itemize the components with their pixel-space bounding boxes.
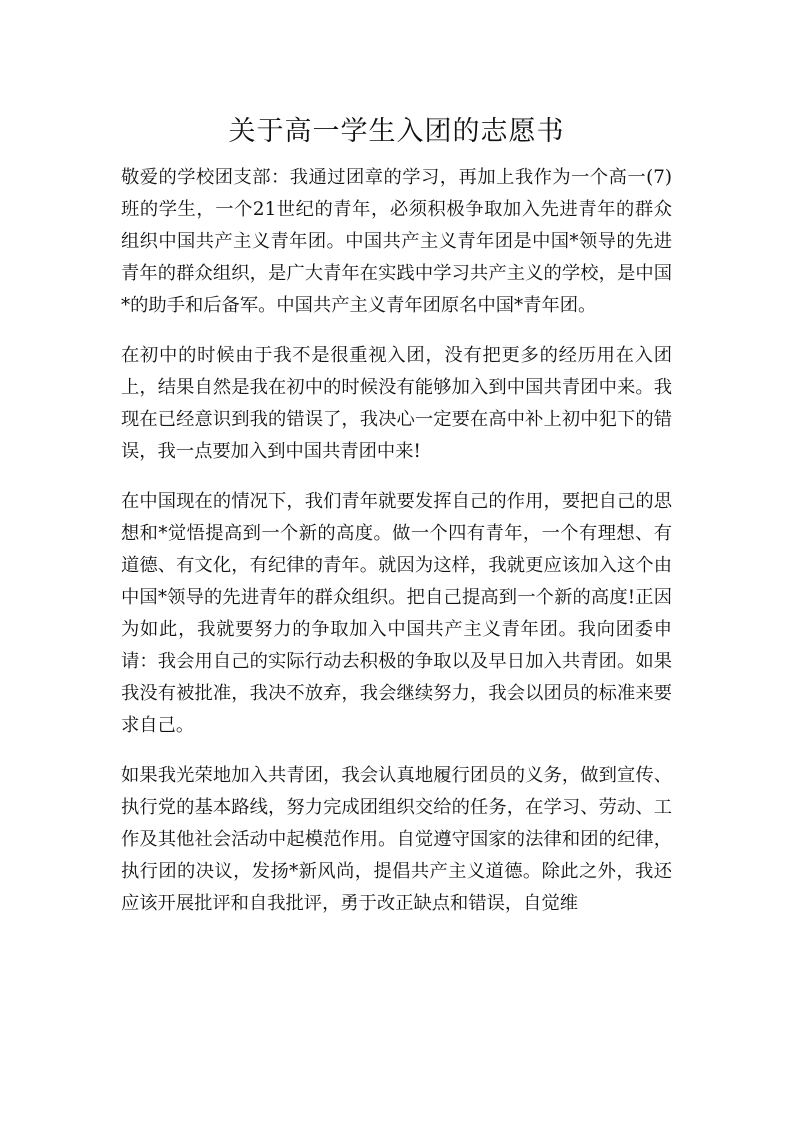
paragraph: 如果我光荣地加入共青团，我会认真地履行团员的义务，做到宣传、执行党的基本路线，努力完成团组织交给的任务，在学习、劳动、工作及其他社会活动中起模范作用。自觉遵守国家的法律和团的纪律，执行团的决议，发扬*新风尚，提倡共产主义道德。除此之外，我还应该开展批评和自我批评，勇于改正缺点和错误，自觉维 [121,765,672,914]
paragraph: 在初中的时候由于我不是很重视入团，没有把更多的经历用在入团上，结果自然是我在初中的时候没有能够加入到中国共青团中来。我现在已经意识到我的错误了，我决心一定要在高中补上初中犯下的错误，我一点要加入到中国共青团中来! [121,345,672,462]
paragraph: 敬爱的学校团支部：我通过团章的学习，再加上我作为一个高一(7)班的学生，一个21世纪的青年，必须积极争取加入先进青年的群众组织中国共产主义青年团。中国共产主义青年团是中国*领导的先进青年的群众组织，是广大青年在实践中学习共产主义的学校，是中国*的助手和后备军。中国共产主义青年团原名中国*青年团。 [121,167,672,316]
paragraph: 在中国现在的情况下，我们青年就要发挥自己的作用，要把自己的思想和*觉悟提高到一个新的高度。做一个四有青年，一个有理想、有道德、有文化，有纪律的青年。就因为这样，我就更应该加入这个由中国*领导的先进青年的群众组织。把自己提高到一个新的高度!正因为如此，我就要努力的争取加入中国共产主义青年团。我向团委申请：我会用自己的实际行动去积极的争取以及早日加入共青团。如果我没有被批准，我决不放弃，我会继续努力，我会以团员的标准来要求自己。 [121,491,672,736]
document-body [121,162,672,938]
document-title: 关于高一学生入团的志愿书 [228,116,565,148]
